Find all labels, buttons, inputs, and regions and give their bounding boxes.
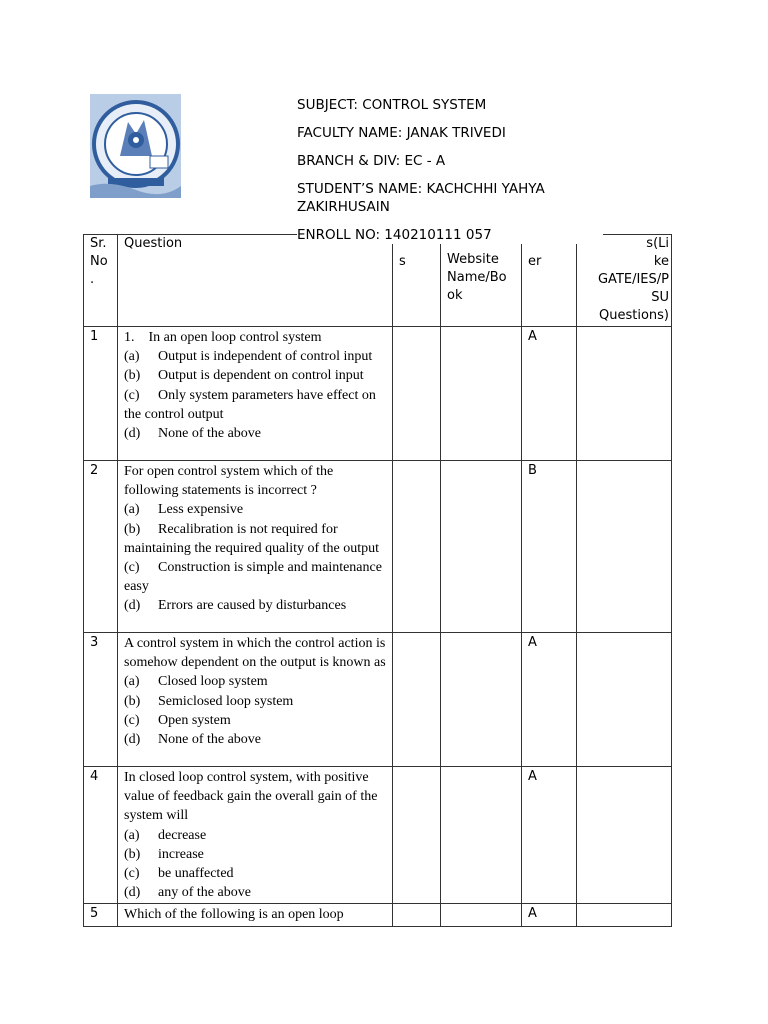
question-text: In closed loop control system, with positive value of feedback gain the overall gain of the system will	[124, 770, 381, 824]
option-label: (b)	[124, 693, 141, 709]
question-text: A control system in which the control action is somehow dependent on the output is known as	[124, 636, 389, 671]
option-label: (c)	[124, 866, 140, 882]
answer-cell: A	[522, 327, 577, 461]
row-number: 4	[84, 767, 118, 904]
table-row	[84, 461, 672, 633]
empty-cell	[393, 633, 441, 767]
option-label: (d)	[124, 598, 141, 614]
document-header	[297, 96, 587, 243]
header-question: Question	[118, 235, 393, 327]
answer-option	[124, 596, 386, 615]
question-type-cell	[577, 904, 672, 926]
option-label: (a)	[124, 502, 140, 518]
question-type-cell	[577, 767, 672, 904]
empty-cell	[393, 904, 441, 926]
option-label: (c)	[124, 560, 140, 576]
subject-line: SUBJECT: CONTROL SYSTEM	[297, 97, 487, 113]
branch-line: BRANCH & DIV: EC - A	[297, 153, 446, 169]
table-row	[84, 327, 672, 461]
option-text: Errors are caused by disturbances	[158, 598, 347, 614]
question-type-cell	[577, 327, 672, 461]
seal-gear-center	[133, 137, 139, 143]
question-cell	[118, 767, 393, 904]
option-text: any of the above	[158, 885, 251, 901]
header-col-5: er	[522, 235, 577, 327]
question-cell	[118, 633, 393, 767]
answer-option	[124, 558, 386, 596]
answer-cell: A	[522, 904, 577, 926]
option-text: None of the above	[158, 732, 262, 748]
header-website-book: Website Name/Bo ok	[441, 235, 522, 327]
option-text: Semiclosed loop system	[158, 693, 294, 709]
faculty-line: FACULTY NAME: JANAK TRIVEDI	[297, 125, 506, 141]
answer-option	[124, 711, 386, 730]
option-text: Output is independent of control input	[158, 349, 373, 365]
student-name-part1: STUDENT’S NAME: KACHCHHI YAHYA	[297, 181, 545, 197]
question-text: For open control system which of the following statements is incorrect ?	[124, 464, 337, 499]
source-cell	[441, 327, 522, 461]
answer-option	[124, 730, 386, 749]
answer-option	[124, 692, 386, 711]
answer-option	[124, 883, 386, 902]
row-number: 3	[84, 633, 118, 767]
student-name-part2: ZAKIRHUSAIN	[297, 199, 390, 215]
option-label: (d)	[124, 732, 141, 748]
answer-option	[124, 672, 386, 691]
source-cell	[441, 767, 522, 904]
table-row	[84, 633, 672, 767]
option-label: (b)	[124, 846, 141, 862]
question-type-cell	[577, 633, 672, 767]
question-table	[83, 234, 672, 927]
table-row	[84, 767, 672, 904]
empty-cell	[393, 461, 441, 633]
option-text: Construction is simple and maintenance easy	[124, 560, 382, 595]
answer-option	[124, 500, 386, 519]
answer-option	[124, 520, 386, 558]
option-text: Only system parameters have effect on the control output	[124, 387, 376, 422]
answer-option	[124, 826, 386, 845]
option-label: (d)	[124, 885, 141, 901]
option-text: Open system	[158, 712, 231, 728]
answer-cell: A	[522, 633, 577, 767]
answer-option	[124, 845, 386, 864]
option-text: None of the above	[158, 426, 262, 442]
row-number: 5	[84, 904, 118, 926]
table-row	[84, 904, 672, 926]
row-number: 1	[84, 327, 118, 461]
row-number: 2	[84, 461, 118, 633]
question-cell	[118, 461, 393, 633]
source-cell	[441, 904, 522, 926]
answer-cell: A	[522, 767, 577, 904]
option-label: (a)	[124, 674, 140, 690]
empty-cell	[393, 327, 441, 461]
option-label: (c)	[124, 387, 140, 403]
answer-option	[124, 347, 386, 366]
option-text: Recalibration is not required for maintaining the required quality of the output	[124, 521, 380, 556]
option-label: (c)	[124, 712, 140, 728]
option-text: Less expensive	[158, 502, 244, 518]
option-text: be unaffected	[158, 866, 234, 882]
question-text: Which of the following is an open loop	[124, 907, 344, 923]
table-header-row	[84, 235, 672, 327]
question-cell	[118, 327, 393, 461]
option-label: (d)	[124, 426, 141, 442]
empty-cell	[393, 767, 441, 904]
question-type-cell	[577, 461, 672, 633]
header-col-3: s	[393, 235, 441, 327]
seal-estd-box	[150, 156, 168, 168]
institute-seal-logo	[90, 94, 181, 198]
enroll-line: ENROLL NO: 140210111 057	[297, 226, 603, 244]
option-text: decrease	[158, 827, 207, 843]
option-label: (b)	[124, 368, 141, 384]
answer-option	[124, 366, 386, 385]
option-text: Closed loop system	[158, 674, 268, 690]
question-cell	[118, 904, 393, 926]
option-text: Output is dependent on control input	[158, 368, 364, 384]
source-cell	[441, 461, 522, 633]
header-question-type: s(Li ke GATE/IES/P SU Questions)	[577, 235, 672, 327]
header-sr-no: Sr. No .	[84, 235, 118, 327]
option-label: (a)	[124, 827, 140, 843]
student-name-line	[297, 180, 587, 216]
answer-option	[124, 864, 386, 883]
option-label: (b)	[124, 521, 141, 537]
question-text: 1. In an open loop control system	[124, 330, 322, 345]
answer-cell: B	[522, 461, 577, 633]
answer-option	[124, 424, 386, 443]
option-text: increase	[158, 846, 204, 862]
question-table-body	[84, 327, 672, 927]
answer-option	[124, 386, 386, 424]
source-cell	[441, 633, 522, 767]
option-label: (a)	[124, 349, 140, 365]
